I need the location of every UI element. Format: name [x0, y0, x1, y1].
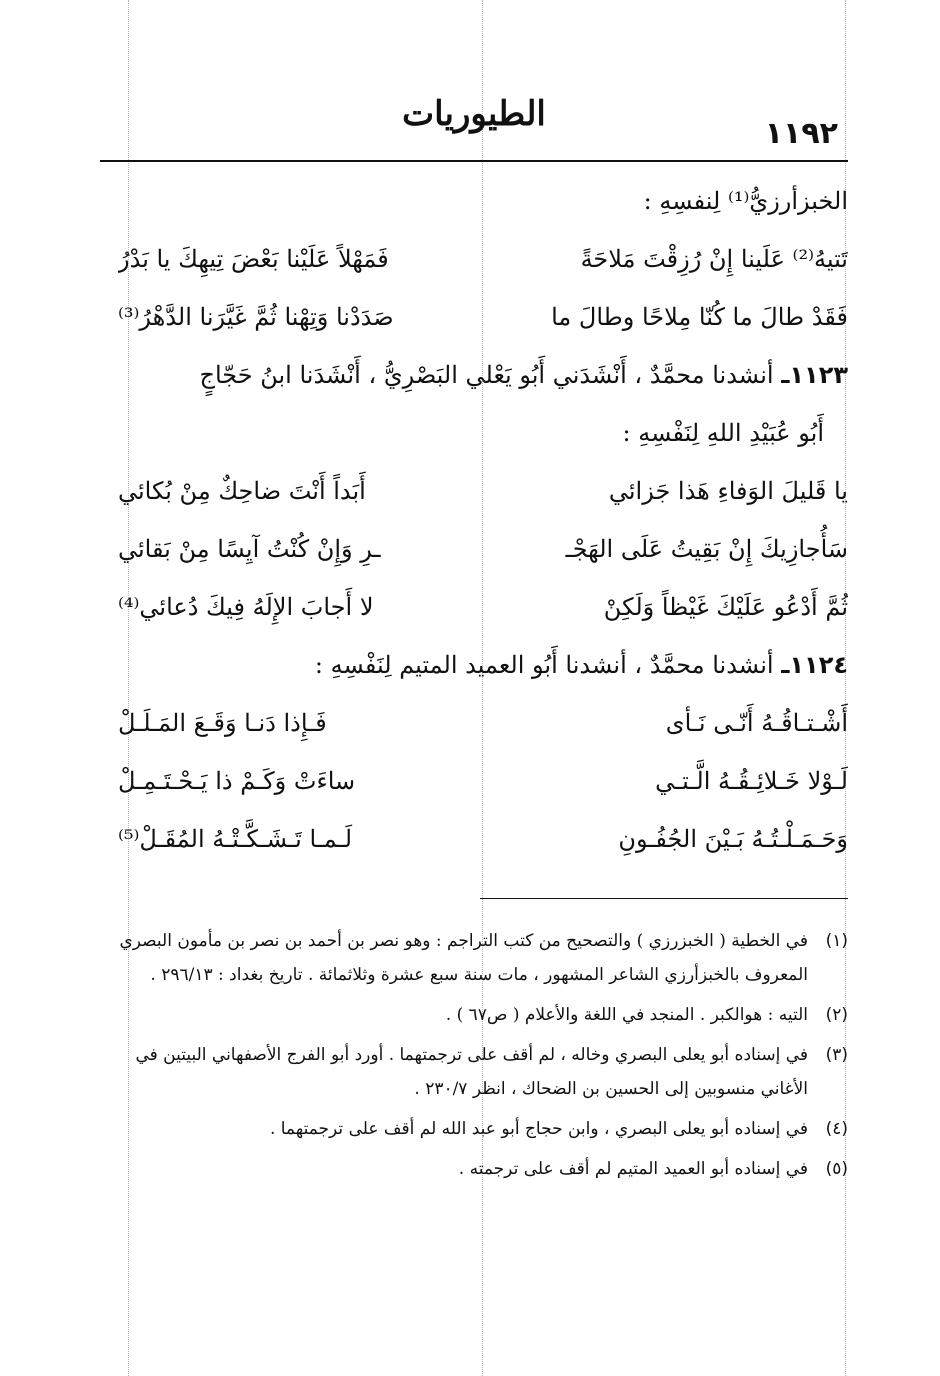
hemistich-second: ـرِ وَإِنْ كُنْتُ آيِسًا مِنْ بَقائي [118, 535, 381, 563]
footnote-item [100, 1112, 848, 1146]
entry-1124-heading [118, 636, 848, 694]
hemistich-first: لَـوْلا خَـلائِـقُـهُ الَّـتـي [655, 767, 848, 795]
footnote-text: في الخطية ( الخبزرزي ) والتصحيح من كتب التراجم : وهو نصر بن أحمد بن نصر بن مأمون البصري المعروف بالخبزأرزي الشاعر المشهور ، مات سنة سبع عشرة وثلاثمائة . تاريخ بغداد : ٢٩٦/١٣ . [119, 931, 808, 985]
verse-line [118, 752, 848, 810]
verse-line [118, 578, 848, 636]
verse-line [118, 230, 848, 288]
entry-1123-heading [118, 346, 848, 404]
entry-isnad: أنشدنا محمَّدٌ ، أنشدنا أَبُو العميد المتيم لِنَفْسِهِ : [314, 651, 774, 679]
hemistich-first: يا قَليلَ الوَفاءِ هَذا جَزائي [608, 477, 848, 505]
page-number: ١١٩٢ [764, 116, 838, 151]
hemistich-second: صَدَدْنا وَتِهْنا ثُمَّ غَيَّرَنا الدَّهْرُ⁽³⁾ [118, 303, 394, 331]
verse-line [118, 520, 848, 578]
verse-line [118, 462, 848, 520]
footnote-text: التيه : هوالكبر . المنجد في اللغة والأعلام ( ص٦٧ ) . [445, 1005, 808, 1025]
entry-isnad: أنشدنا محمَّدٌ ، أَنْشَدَني أَبُو يَعْلي البَصْرِيُّ ، أَنْشَدَنا ابنُ حَجّاجٍ [199, 361, 774, 389]
hemistich-first: وَحَـمَـلْـتُـهُ بَـيْنَ الجُفُـونِ [618, 825, 848, 853]
entry-number: ١١٢٣ـ [781, 361, 848, 389]
hemistich-second: لَـمـا تَـشَـكَّـتْـهُ المُقَـلْ⁽⁵⁾ [118, 825, 353, 853]
footnote-number: (٤) [825, 1119, 848, 1139]
footnote-item [100, 924, 848, 992]
page-header [100, 88, 848, 162]
hemistich-first: سَأُجازِيكَ إِنْ بَقِيتُ عَلَى الهَجْـ [565, 535, 848, 563]
footnote-number: (٢) [825, 1005, 848, 1025]
footnote-text: في إسناده أبو العميد المتيم لم أقف على ترجمته . [458, 1159, 808, 1179]
hemistich-second: ساءَتْ وَكَـمْ ذا يَـحْـتَـمِـلْ [118, 767, 356, 795]
hemistich-first: تَتيهُ⁽²⁾ عَلَينا إِنْ رُزِقْتَ مَلاحَةً [580, 245, 848, 273]
running-title: الطيوريات [402, 94, 546, 134]
verse-line [118, 288, 848, 346]
hemistich-second: أَبَداً أَنْتَ ضاحِكٌ مِنْ بُكائي [118, 477, 366, 505]
footnote-item [100, 998, 848, 1032]
entry-number: ١١٢٤ـ [781, 651, 848, 679]
hemistich-first: ثُمَّ أَدْعُو عَلَيْكَ غَيْظاً وَلَكِنْ [603, 593, 848, 621]
entry-isnad-continued: أَبُو عُبَيْدِ اللهِ لِنَفْسِهِ : [622, 419, 824, 447]
hemistich-second: فَمَهْلاً عَلَيْنا بَعْضَ تِيهِكَ يا بَدْرُ [118, 245, 389, 273]
footnote-number: (١) [825, 931, 848, 951]
hemistich-first: فَقَدْ طالَ ما كُنّا مِلاحًا وطالَ ما [551, 303, 848, 331]
footnote-text: في إسناده أبو يعلى البصري ، وابن حجاج أبو عبد الله لم أقف على ترجمتهما . [269, 1119, 808, 1139]
footnotes [100, 924, 848, 1192]
hemistich-second: لا أَجابَ الإِلَهُ فِيكَ دُعائي⁽⁴⁾ [118, 593, 374, 621]
hemistich-first: أَشْـتـاقُـهُ أَنّـى نَـأى [665, 709, 848, 737]
poem-intro: الخبزأرزيُّ⁽¹⁾ لِنفسِهِ : [643, 187, 848, 215]
verse-line [118, 810, 848, 868]
footnote-number: (٥) [825, 1159, 848, 1179]
hemistich-second: فَـإِذا دَنـا وَقَـعَ المَـلَـلْ [118, 709, 327, 737]
footnote-item [100, 1152, 848, 1186]
main-text [118, 172, 848, 868]
verse-line [118, 694, 848, 752]
footnote-separator [480, 898, 848, 899]
footnote-number: (٣) [825, 1045, 848, 1065]
footnote-text: في إسناده أبو يعلى البصري وخاله ، لم أقف على ترجمتهما . أورد أبو الفرج الأصفهاني البيتين في الأغاني منسوبين إلى الحسين بن الضحاك ، انظر ٢٣٠/٧ . [135, 1045, 808, 1099]
footnote-item [100, 1038, 848, 1106]
